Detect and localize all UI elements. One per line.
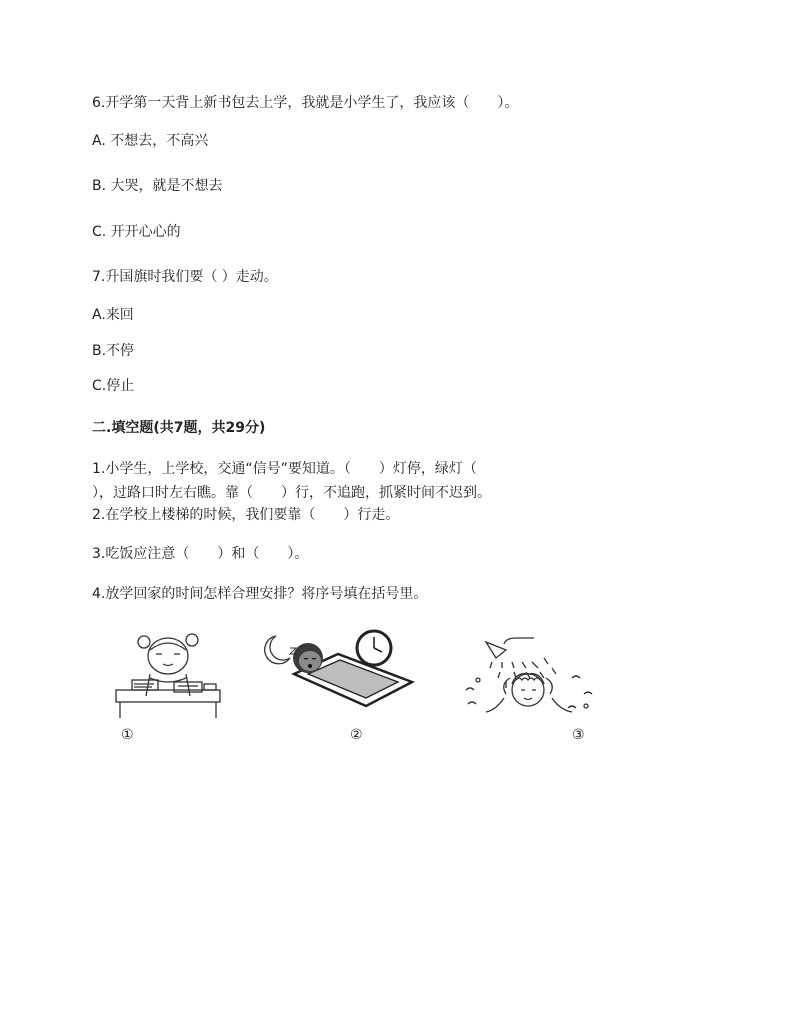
question-6-stem: 6.开学第一天背上新书包去上学，我就是小学生了，我应该（ ）。: [92, 95, 519, 111]
child-sleeping-with-clock-icon: [262, 628, 418, 708]
fill-question-1-line-2: ），过路口时左右瞧。靠（ ）行，不追跑，抓紧时间不迟到。: [92, 485, 491, 501]
fill-question-2: 2.在学校上楼梯的时候，我们要靠（ ）行走。: [92, 507, 400, 523]
section-2-heading: 二.填空题(共7题，共29分): [92, 420, 266, 436]
question-7-option-c: C.停止: [92, 378, 135, 394]
child-showering-icon: [456, 628, 606, 720]
question-7-stem: 7.升国旗时我们要（ ）走动。: [92, 269, 278, 285]
child-studying-at-desk-icon: [108, 628, 228, 720]
question-6-option-c: C. 开开心心的: [92, 224, 181, 240]
picture-2-number: ②: [350, 727, 363, 743]
picture-3-number: ③: [572, 727, 585, 743]
fill-question-3: 3.吃饭应注意（ ）和（ ）。: [92, 546, 309, 562]
fill-question-4: 4.放学回家的时间怎样合理安排？将序号填在括号里。: [92, 586, 428, 602]
question-7-option-b: B.不停: [92, 343, 135, 359]
question-6-option-a: A. 不想去，不高兴: [92, 133, 209, 149]
fill-question-1-line-1: 1.小学生，上学校，交通“信号”要知道。（ ）灯停，绿灯（: [92, 461, 477, 477]
question-7-option-a: A.来回: [92, 307, 134, 323]
picture-1-number: ①: [121, 727, 134, 743]
question-6-option-b: B. 大哭，就是不想去: [92, 178, 223, 194]
